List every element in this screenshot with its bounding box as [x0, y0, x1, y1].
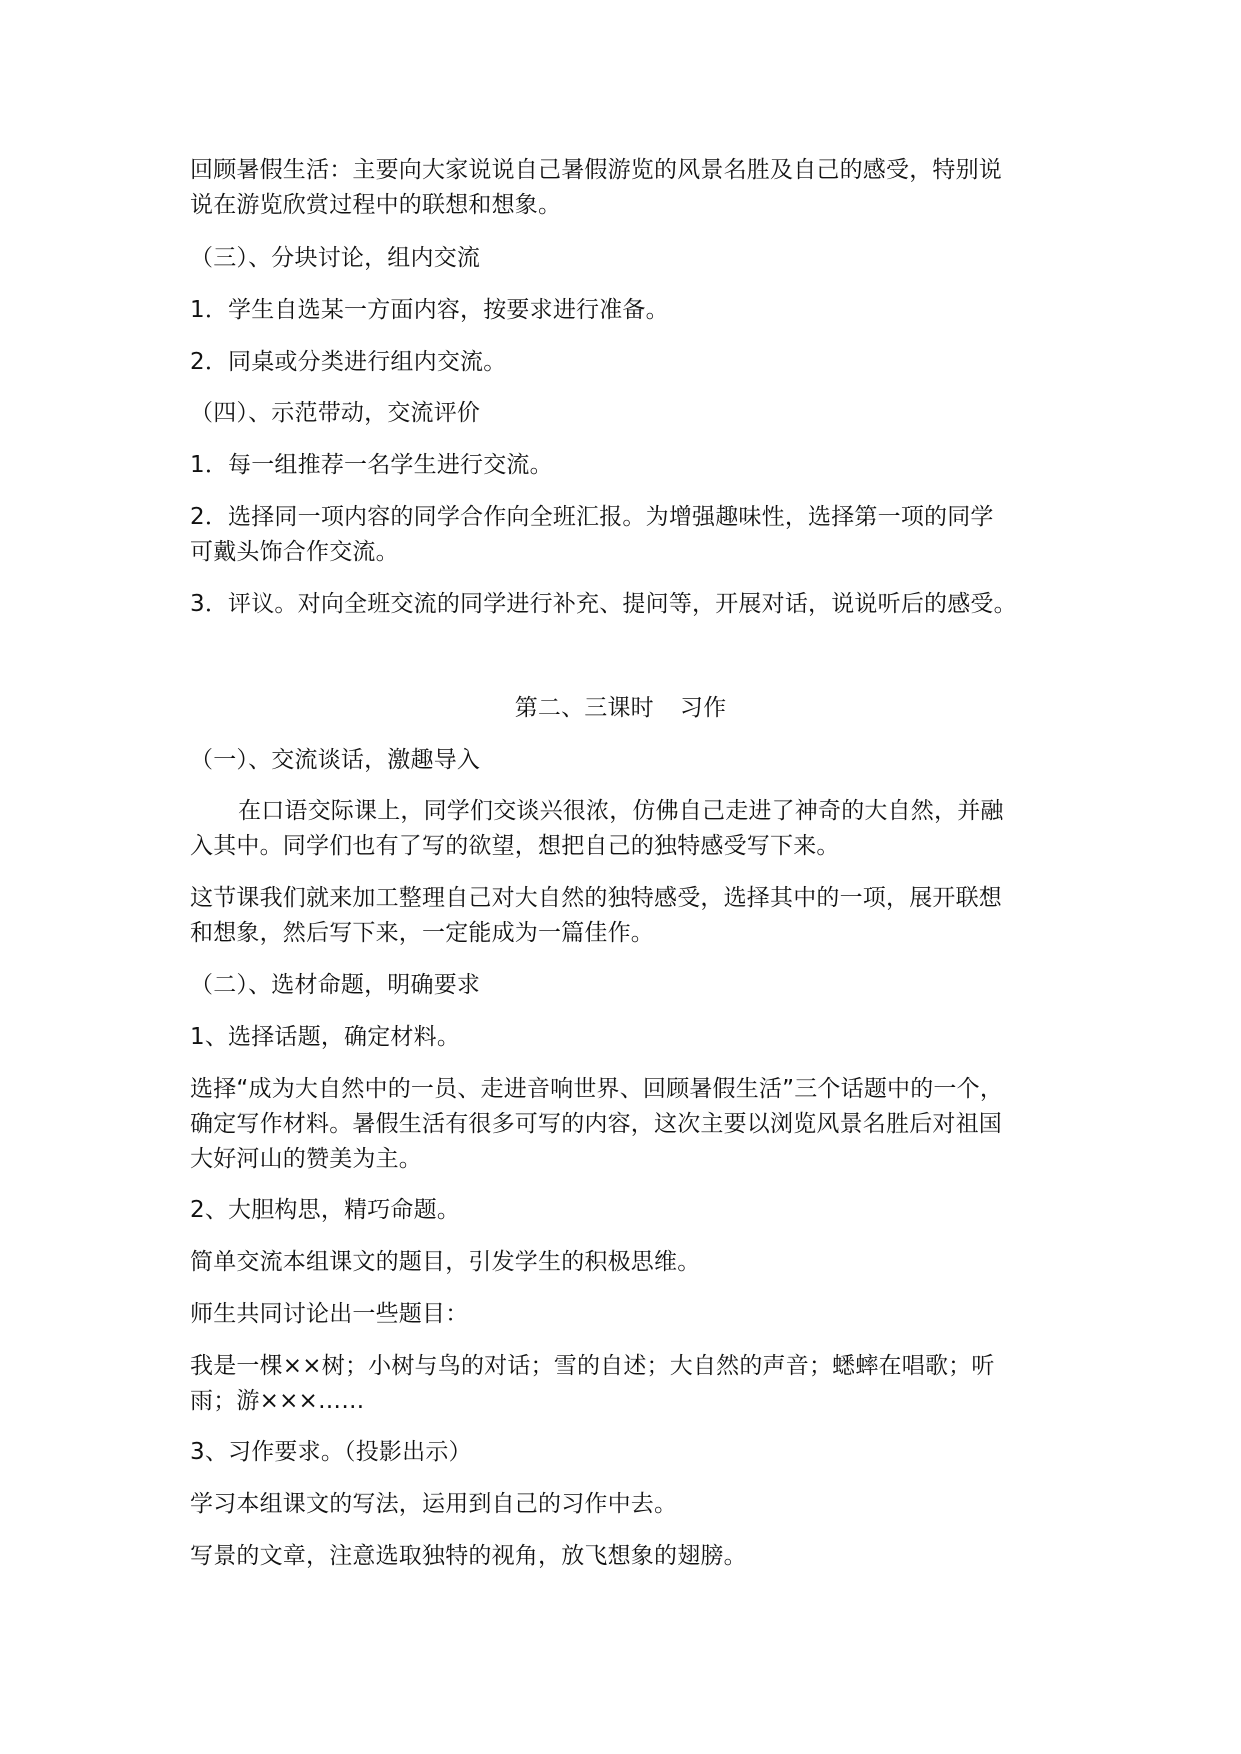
review-line-1: 回顾暑假生活：主要向大家说说自己暑假游览的风景名胜及自己的感受，特别说 — [190, 157, 1002, 183]
lesson-line-2: 和想象，然后写下来，一定能成为一篇佳作。 — [190, 920, 654, 946]
intro-line-1: 在口语交际课上，同学们交谈兴很浓，仿佛自己走进了神奇的大自然，并融 — [238, 798, 1004, 824]
step1-heading: 1、选择话题，确定材料。 — [190, 1024, 461, 1050]
step3-line-1: 学习本组课文的写法，运用到自己的习作中去。 — [190, 1491, 678, 1517]
intro-line-2: 入其中。同学们也有了写的欲望，想把自己的独特感受写下来。 — [190, 833, 840, 859]
lesson-title-left: 第二、三课时 — [514, 695, 654, 721]
section4-heading: （四）、示范带动，交流评价 — [190, 400, 481, 426]
section4-item-3: 3．评议。对向全班交流的同学进行补充、提问等，开展对话，说说听后的感受。 — [190, 591, 1017, 617]
section4-item-2-line-2: 可戴头饰合作交流。 — [190, 539, 399, 565]
step2-examples-line-1: 我是一棵××树；小树与鸟的对话；雪的自述；大自然的声音；蟋蟀在唱歌；听 — [190, 1353, 995, 1379]
step2-examples-line-2: 雨；游×××…… — [190, 1388, 365, 1414]
section2-heading: （二）、选材命题，明确要求 — [190, 972, 481, 998]
section3-item-1: 1．学生自选某一方面内容，按要求进行准备。 — [190, 297, 669, 323]
step2-line-1: 简单交流本组课文的题目，引发学生的积极思维。 — [190, 1249, 701, 1275]
step3-heading: 3、习作要求。（投影出示） — [190, 1439, 472, 1465]
section4-item-1: 1．每一组推荐一名学生进行交流。 — [190, 452, 553, 478]
lesson-title — [0, 691, 1241, 725]
lesson-title-right: 习作 — [679, 695, 727, 721]
section4-item-2-line-1: 2．选择同一项内容的同学合作向全班汇报。为增强趣味性，选择第一项的同学 — [190, 504, 994, 530]
section3-heading: （三）、分块讨论，组内交流 — [190, 245, 481, 271]
lesson-line-1: 这节课我们就来加工整理自己对大自然的独特感受，选择其中的一项，展开联想 — [190, 885, 1002, 911]
section3-item-2: 2．同桌或分类进行组内交流。 — [190, 349, 507, 375]
review-line-2: 说在游览欣赏过程中的联想和想象。 — [190, 192, 562, 218]
step3-line-2: 写景的文章，注意选取独特的视角，放飞想象的翅膀。 — [190, 1543, 747, 1569]
step1-line-3: 大好河山的赞美为主。 — [190, 1146, 422, 1172]
step1-line-2: 确定写作材料。暑假生活有很多可写的内容，这次主要以浏览风景名胜后对祖国 — [190, 1111, 1002, 1137]
step1-line-1: 选择“成为大自然中的一员、走进音响世界、回顾暑假生活”三个话题中的一个， — [190, 1076, 1004, 1102]
step2-heading: 2、大胆构思，精巧命题。 — [190, 1197, 461, 1223]
step2-line-2: 师生共同讨论出一些题目： — [190, 1301, 469, 1327]
section1-heading: （一）、交流谈话，激趣导入 — [190, 747, 481, 773]
